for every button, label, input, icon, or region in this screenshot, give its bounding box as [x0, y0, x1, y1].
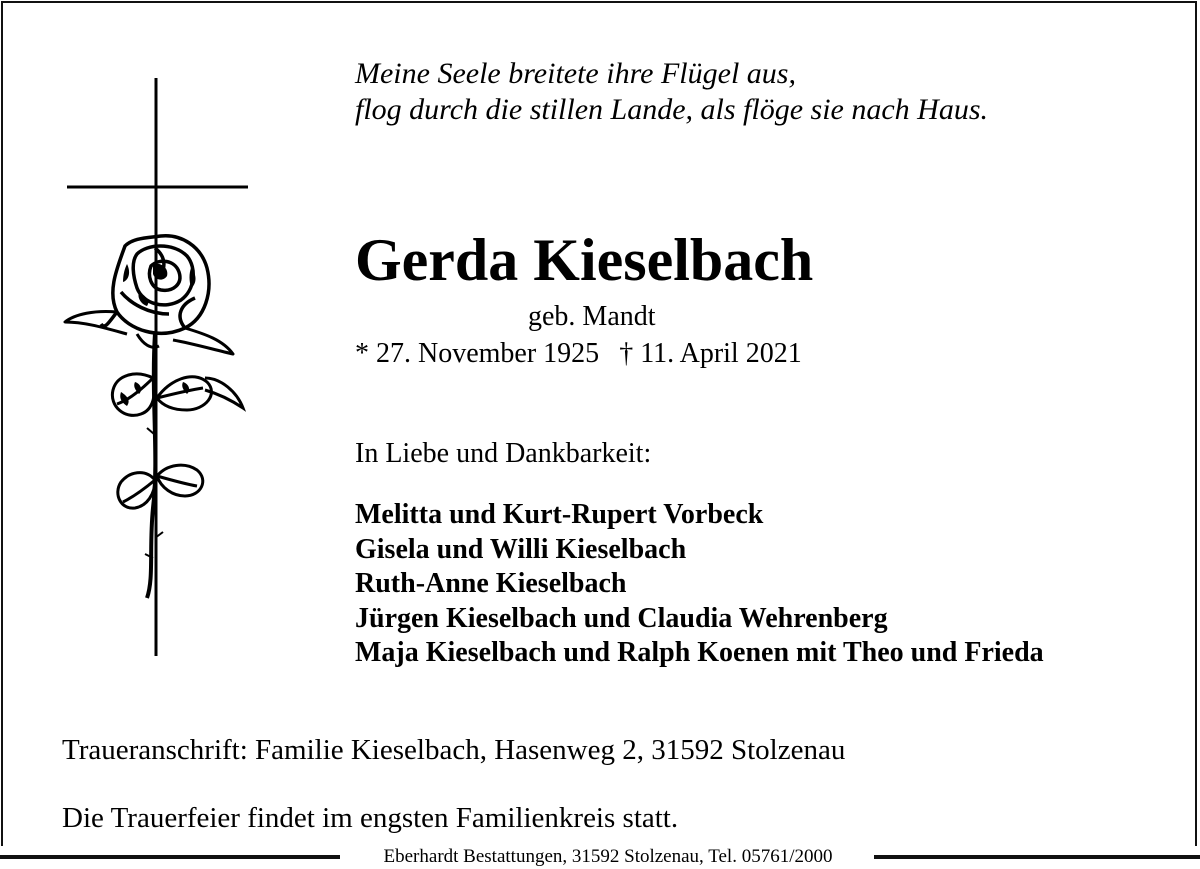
birth-date: * 27. November 1925	[355, 338, 600, 369]
gratitude-line: In Liebe und Dankbarkeit:	[355, 438, 652, 469]
footer-rule-left	[0, 855, 340, 859]
poem	[355, 56, 988, 128]
mourning-address: Traueranschrift: Familie Kieselbach, Hasenweg 2, 31592 Stolzenau	[62, 734, 846, 766]
life-dates	[355, 336, 802, 372]
mourner: Melitta und Kurt-Rupert Vorbeck	[355, 499, 764, 530]
footer-rule-right	[874, 855, 1200, 859]
funeral-home-footer: Eberhardt Bestattungen, 31592 Stolzenau, Tel. 05761/2000	[383, 846, 833, 867]
deceased-name: Gerda Kieselbach	[355, 227, 814, 293]
cross-with-rose-icon	[55, 78, 265, 668]
mourner: Gisela und Willi Kieselbach	[355, 533, 687, 565]
mourner: Jürgen Kieselbach und Claudia Wehrenberg	[355, 602, 888, 634]
mourner: Maja Kieselbach und Ralph Koenen mit Theo und Frieda	[355, 637, 1044, 668]
maiden-name: geb. Mandt	[528, 301, 656, 332]
poem-line-2: flog durch die stillen Lande, als flöge sie nach Haus.	[355, 93, 989, 126]
mourners-list	[355, 498, 1044, 671]
ceremony-note: Die Trauerfeier findet im engsten Familienkreis statt.	[62, 802, 679, 834]
poem-line-1: Meine Seele breitete ihre Flügel aus,	[355, 57, 796, 90]
mourner: Ruth-Anne Kieselbach	[355, 568, 627, 599]
death-date: † 11. April 2021	[619, 338, 802, 369]
